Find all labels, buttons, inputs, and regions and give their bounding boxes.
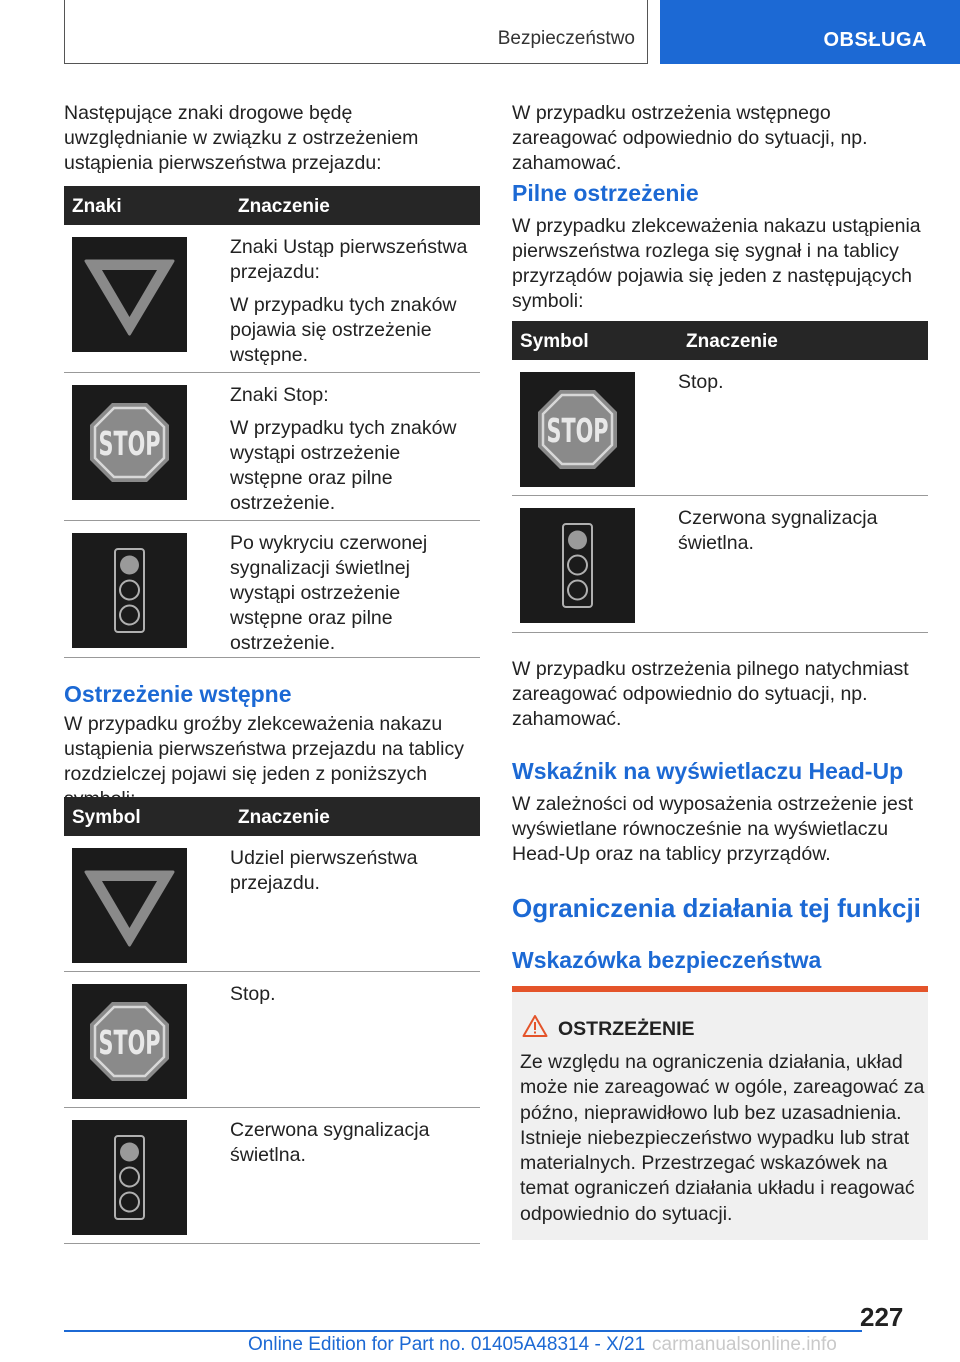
heading-head-up: Wskaźnik na wyświetlaczu Head-Up [512,758,904,784]
pre-col-meaning: Znaczenie [238,807,330,828]
table-row [64,521,480,658]
header-section-box [64,0,648,64]
row-text: Udziel pierwszeństwa przejazdu. [230,847,418,894]
signs-table [64,186,480,658]
heading-limitations: Ograniczenia działania tej funkcji [512,893,921,923]
pre-warning-paragraph: W przypadku groźby zlekceważenia nakazu ustąpienia pierwszeństwa przejazdu na tablicy rozdzielczej pojawi się jeden z poniższych [64,713,464,785]
edition-note: Online Edition for Part no. 01405A48314 - X/21 [248,1334,646,1355]
warning-triangle-icon [522,1014,548,1038]
warning-title: OSTRZEŻENIE [558,1018,695,1040]
stop-sign-icon [72,984,187,1099]
row-text: Stop. [678,371,724,393]
header-chapter-label: OBSŁUGA [823,29,927,51]
table-row [64,836,480,972]
row-text: Stop. [230,983,276,1005]
table-row [512,360,928,496]
stop-sign-icon [520,372,635,487]
row-text: Znaki Stop: [230,384,329,406]
heading-safety-note: Wskazówka bezpieczeństwa [512,947,822,973]
pre-warning-symbols-table [64,797,480,1244]
urgent-table-header [512,321,928,360]
traffic-light-icon [520,508,635,623]
urgent-symbols-table [512,321,928,633]
row-text: Znaki Ustąp pierwszeństwa przejazdu: [230,236,468,283]
row-text: W przypadku tych znaków pojawia się ostrzeżenie wstępne. [230,294,457,366]
traffic-light-icon [72,533,187,648]
intro-paragraph: Następujące znaki drogowe będę uwzględnianie w związku z ostrzeżeniem ustąpienia pierwszeństwa przejazdu: [64,102,419,174]
yield-sign-icon [72,848,187,963]
heading-urgent-warning: Pilne ostrzeżenie [512,180,699,206]
warning-text: Ze względu na ograniczenia działania, układ może nie zareagować w ogóle, zareagować za późno, nieprawidłowo lub bez uzasadnienia. Istnieje niebezpieczeństwo wypadku lub strat materialnych. Przestrzegać wskazówek na temat ograniczeń działania układu i reagować odpowiednio do sytuacji. [520,1051,925,1225]
row-text: Czerwona sygnalizacja świetlna. [230,1119,430,1166]
table-row [64,972,480,1108]
urgent-col-meaning: Znaczenie [686,331,778,352]
urgent-action-paragraph: W przypadku ostrzeżenia pilnego natychmiast zareagować odpowiednio do sytuacji, np. zahamować. [512,658,909,730]
table-row [64,225,480,373]
row-text: Czerwona sygnalizacja świetlna. [678,507,878,554]
header-section-title: Bezpieczeństwo [497,28,635,49]
header-chapter-tab[interactable] [660,0,960,64]
pre-action-paragraph: W przypadku ostrzeżenia wstępnego zareagować odpowiednio do sytuacji, np. zahamować. [512,102,868,174]
table-row [64,373,480,521]
urgent-col-symbol: Symbol [520,331,589,352]
signs-col-meaning: Znaczenie [238,196,330,217]
yield-sign-icon [72,237,187,352]
row-text: W przypadku tych znaków wystąpi ostrzeżenie wstępne oraz pilne ostrzeżenie. [230,417,457,514]
table-row [64,1108,480,1244]
urgent-paragraph: W przypadku zlekceważenia nakazu ustąpienia pierwszeństwa rozlega się sygnał i na tablicy przyrządów pojawia się jeden z następujących symboli: [512,215,921,312]
pre-col-symbol: Symbol [72,807,141,828]
row-text: Po wykryciu czerwonej sygnalizacji świetlnej wystąpi ostrzeżenie wstępne oraz pilne ostrzeżenie. [230,532,428,654]
stop-sign-icon [72,385,187,500]
head-up-paragraph: W zależności od wyposażenia ostrzeżenie jest wyświetlane równocześnie na wyświetlaczu Head-Up oraz na tablicy przyrządów. [512,793,914,865]
heading-pre-warning: Ostrzeżenie wstępne [64,681,292,707]
footer-divider [64,1330,862,1332]
signs-table-header [64,186,480,225]
traffic-light-icon [72,1120,187,1235]
page-number: 227 [860,1302,904,1332]
warning-box [512,986,928,1240]
signs-col-signs: Znaki [72,196,122,217]
watermark-text: carmanualsonline.info [652,1334,837,1355]
table-row [512,496,928,633]
pre-table-header [64,797,480,836]
